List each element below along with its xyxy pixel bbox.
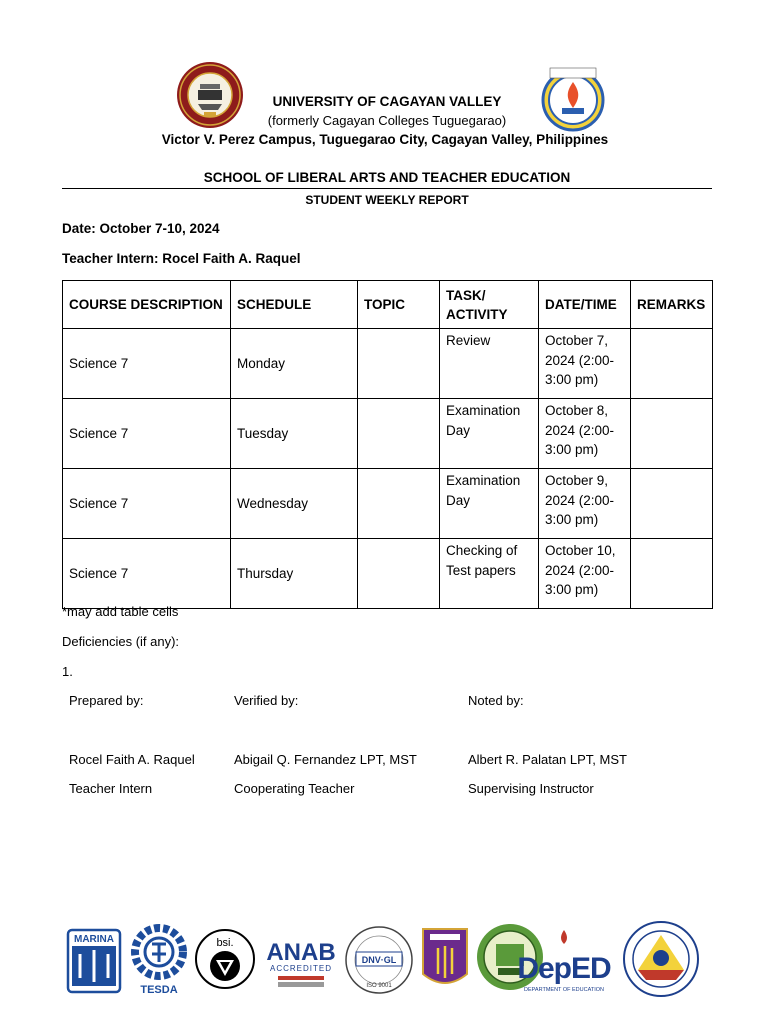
column-header: TOPIC xyxy=(358,281,440,329)
deficiency-item: 1. xyxy=(62,664,73,679)
column-header: COURSE DESCRIPTION xyxy=(63,281,231,329)
remarks-cell xyxy=(631,399,713,469)
preparer-name: Rocel Faith A. Raquel xyxy=(69,752,195,767)
tesda-logo xyxy=(130,924,188,996)
dnv-iso-logo xyxy=(344,924,414,996)
schedule-cell: Wednesday xyxy=(231,469,358,539)
remarks-cell xyxy=(631,469,713,539)
table-row xyxy=(63,399,713,469)
teacher-intern: Teacher Intern: Rocel Faith A. Raquel xyxy=(62,251,301,266)
ched-seal-logo xyxy=(622,920,700,998)
anab-accredited-text: ACCREDITED xyxy=(269,964,333,973)
column-header: REMARKS xyxy=(631,281,713,329)
university-former-name: (formerly Cagayan Colleges Tuguegarao) xyxy=(267,113,507,128)
task-cell: Examination Day xyxy=(440,469,539,539)
verifier-title: Cooperating Teacher xyxy=(234,781,355,796)
topic-cell xyxy=(358,539,440,609)
table-row xyxy=(63,469,713,539)
weekly-report-table xyxy=(62,280,713,609)
noter-title: Supervising Instructor xyxy=(468,781,594,796)
topic-cell xyxy=(358,399,440,469)
bsi-logo xyxy=(194,928,256,990)
deped-text: DepED xyxy=(517,952,611,985)
deficiencies-label: Deficiencies (if any): xyxy=(62,634,180,649)
column-header: SCHEDULE xyxy=(231,281,358,329)
anab-logo xyxy=(264,934,338,990)
table-header-row xyxy=(63,281,713,329)
anab-text: ANAB xyxy=(266,939,336,966)
course-cell: Science 7 xyxy=(63,399,231,469)
datetime-cell: October 8, 2024 (2:00-3:00 pm) xyxy=(539,399,631,469)
marina-text: MARINA xyxy=(74,934,114,945)
dnv-text: DNV·GL xyxy=(361,955,397,965)
course-cell: Science 7 xyxy=(63,469,231,539)
remarks-cell xyxy=(631,329,713,399)
task-cell: Examination Day xyxy=(440,399,539,469)
datetime-cell: October 9, 2024 (2:00-3:00 pm) xyxy=(539,469,631,539)
iso-text: ISO 9001 xyxy=(366,983,392,989)
college-crest-logo xyxy=(420,926,470,994)
marina-logo xyxy=(66,928,122,994)
bsi-text: bsi. xyxy=(216,937,234,949)
noter-name: Albert R. Palatan LPT, MST xyxy=(468,752,627,767)
datetime-cell: October 7, 2024 (2:00-3:00 pm) xyxy=(539,329,631,399)
deped-logo xyxy=(517,928,611,994)
column-header: DATE/TIME xyxy=(539,281,631,329)
schedule-cell: Monday xyxy=(231,329,358,399)
preparer-title: Teacher Intern xyxy=(69,781,153,796)
task-cell: Checking of Test papers xyxy=(440,539,539,609)
verifier-name: Abigail Q. Fernandez LPT, MST xyxy=(234,752,417,767)
school-name: SCHOOL OF LIBERAL ARTS AND TEACHER EDUCATION xyxy=(203,170,571,185)
remarks-cell xyxy=(631,539,713,609)
course-cell: Science 7 xyxy=(63,539,231,609)
schedule-cell: Tuesday xyxy=(231,399,358,469)
task-cell: Review xyxy=(440,329,539,399)
report-date: Date: October 7-10, 2024 xyxy=(62,221,220,236)
campus-address: Victor V. Perez Campus, Tuguegarao City, Cagayan Valley, Philippines xyxy=(161,132,609,147)
schedule-cell: Thursday xyxy=(231,539,358,609)
verified-by-label: Verified by: xyxy=(234,693,299,708)
course-cell: Science 7 xyxy=(63,329,231,399)
header-divider xyxy=(62,188,712,189)
deped-subtitle: DEPARTMENT OF EDUCATION xyxy=(524,987,604,993)
add-cells-note: *may add table cells xyxy=(62,604,179,619)
datetime-cell: October 10, 2024 (2:00-3:00 pm) xyxy=(539,539,631,609)
prepared-by-label: Prepared by: xyxy=(69,693,144,708)
table-row xyxy=(63,329,713,399)
topic-cell xyxy=(358,469,440,539)
topic-cell xyxy=(358,329,440,399)
noted-by-label: Noted by: xyxy=(468,693,524,708)
university-name: UNIVERSITY OF CAGAYAN VALLEY xyxy=(272,94,502,109)
table-row xyxy=(63,539,713,609)
tesda-text: TESDA xyxy=(140,984,178,996)
report-title: STUDENT WEEKLY REPORT xyxy=(305,193,469,207)
column-header: TASK/ ACTIVITY xyxy=(440,281,539,329)
slate-seal-logo xyxy=(540,64,606,132)
